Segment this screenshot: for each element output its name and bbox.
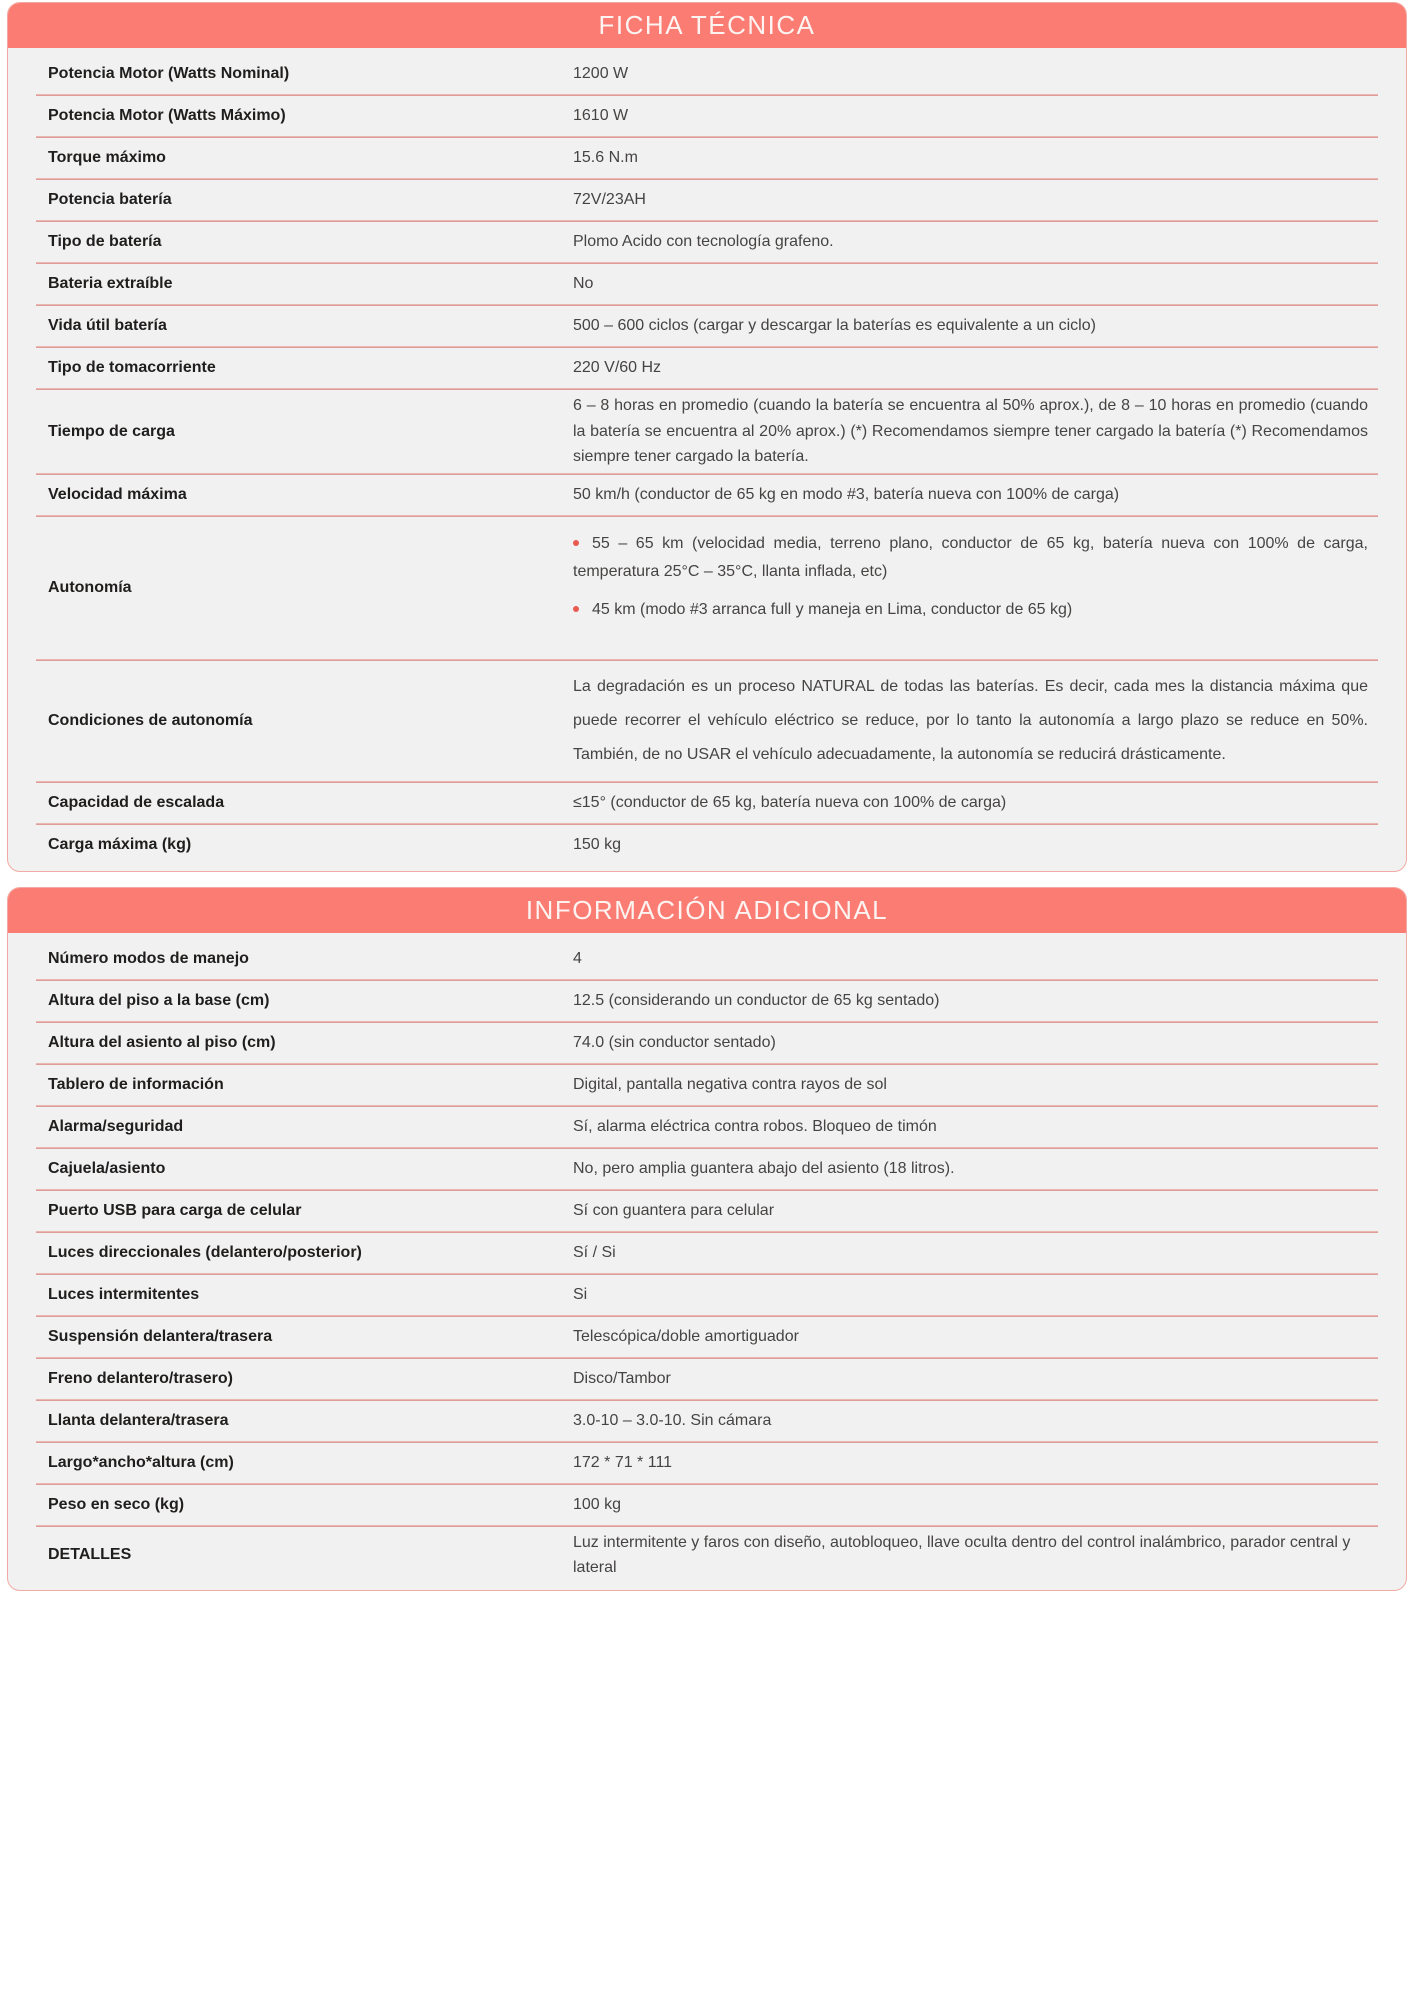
spec-value: 4 xyxy=(573,949,582,967)
spec-row xyxy=(8,1316,1406,1358)
bullet-text: 45 km (modo #3 arranca full y maneja en Lima, conductor de 65 kg) xyxy=(592,600,1073,618)
spec-value: Plomo Acido con tecnología grafeno. xyxy=(573,233,834,251)
spec-card xyxy=(7,2,1407,872)
spec-value: 220 V/60 Hz xyxy=(573,359,662,377)
spec-label: Tablero de información xyxy=(48,1075,224,1093)
spec-row xyxy=(8,1022,1406,1064)
spec-value: Sí / Si xyxy=(573,1243,616,1261)
spec-row xyxy=(8,53,1406,95)
spec-label: Largo*ancho*altura (cm) xyxy=(48,1453,234,1471)
spec-label: Suspensión delantera/trasera xyxy=(48,1327,273,1345)
spec-label: Condiciones de autonomía xyxy=(48,711,253,729)
spec-label: Llanta delantera/trasera xyxy=(48,1411,229,1429)
spec-row xyxy=(8,824,1406,866)
spec-value: Sí con guantera para celular xyxy=(573,1201,775,1219)
spec-value: 74.0 (sin conductor sentado) xyxy=(573,1033,776,1051)
spec-value: 15.6 N.m xyxy=(573,149,638,167)
spec-value: Luz intermitente y faros con diseño, autobloqueo, llave oculta dentro del control inalámbrico, parador central y lateral xyxy=(573,1533,1351,1577)
spec-value: Si xyxy=(573,1285,588,1303)
spec-label: Alarma/seguridad xyxy=(48,1117,184,1135)
spec-label: Potencia Motor (Watts Máximo) xyxy=(48,107,286,125)
spec-row xyxy=(8,1106,1406,1148)
spec-row xyxy=(8,516,1406,660)
spec-value: No xyxy=(573,275,594,293)
spec-label: Torque máximo xyxy=(48,149,166,167)
section-title: INFORMACIÓN ADICIONAL xyxy=(525,894,889,925)
spec-value: 1200 W xyxy=(573,65,629,83)
section-header xyxy=(8,3,1406,48)
spec-row xyxy=(8,474,1406,516)
spec-value: No, pero amplia guantera abajo del asiento (18 litros). xyxy=(573,1159,955,1177)
spec-value: 3.0-10 – 3.0-10. Sin cámara xyxy=(573,1411,772,1429)
spec-row xyxy=(8,389,1406,474)
spec-label: DETALLES xyxy=(48,1546,132,1564)
spec-value: La degradación es un proceso NATURAL de todas las baterías. Es decir, cada mes la distancia máxima que puede recorrer el vehículo eléctrico se reduce, por lo tanto la autonomía a largo plazo se reduce en 50%. También, de no USAR el vehículo adecuadamente, la autonomía se reducirá drásticamente. xyxy=(573,677,1368,763)
spec-value: ≤15° (conductor de 65 kg, batería nueva con 100% de carga) xyxy=(573,793,1007,811)
spec-label: Tiempo de carga xyxy=(48,422,175,440)
spec-label: Bateria extraíble xyxy=(48,275,173,293)
spec-label: Vida útil batería xyxy=(48,317,167,335)
spec-label: Capacidad de escalada xyxy=(48,793,225,811)
spec-row xyxy=(8,1232,1406,1274)
spec-value: 500 – 600 ciclos (cargar y descargar la baterías es equivalente a un ciclo) xyxy=(573,317,1096,335)
section-rows xyxy=(8,933,1406,1590)
spec-label: Luces intermitentes xyxy=(48,1285,200,1303)
spec-row xyxy=(8,137,1406,179)
spec-row xyxy=(8,1274,1406,1316)
bullet-dot-icon xyxy=(573,606,579,612)
spec-row xyxy=(8,938,1406,980)
spec-label: Tipo de batería xyxy=(48,233,162,251)
spec-row xyxy=(8,263,1406,305)
bullet-item xyxy=(573,596,1368,624)
spec-label: Puerto USB para carga de celular xyxy=(48,1201,302,1219)
spec-row xyxy=(8,1442,1406,1484)
spec-value: Sí, alarma eléctrica contra robos. Bloqueo de timón xyxy=(573,1117,937,1135)
spec-value: Digital, pantalla negativa contra rayos de sol xyxy=(573,1075,887,1093)
spec-row xyxy=(8,1400,1406,1442)
spec-row xyxy=(8,660,1406,782)
spec-card xyxy=(7,887,1407,1591)
spec-label: Potencia Motor (Watts Nominal) xyxy=(48,65,290,83)
spec-row xyxy=(8,347,1406,389)
bullet-dot-icon xyxy=(573,540,579,546)
spec-row xyxy=(8,980,1406,1022)
bullet-item xyxy=(573,530,1368,586)
spec-value: 150 kg xyxy=(573,835,622,853)
section-rows xyxy=(8,48,1406,871)
section-title: FICHA TÉCNICA xyxy=(598,10,816,40)
spec-label: Altura del asiento al piso (cm) xyxy=(48,1033,276,1051)
spec-row xyxy=(8,221,1406,263)
spec-value: 172 * 71 * 111 xyxy=(573,1453,673,1471)
spec-value: 6 – 8 horas en promedio (cuando la batería se encuentra al 50% aprox.), de 8 – 10 horas en promedio (cuando la batería se encuentra al 20% aprox.) (*) Recomendamos siempre tener cargado la batería (*) Recomendamos siempre tener cargado la batería. xyxy=(573,397,1368,466)
spec-label: Potencia batería xyxy=(48,191,172,209)
spec-value: 72V/23AH xyxy=(573,191,646,209)
spec-value: 1610 W xyxy=(573,107,629,125)
spec-label: Peso en seco (kg) xyxy=(48,1495,185,1513)
spec-label: Freno delantero/trasero) xyxy=(48,1369,233,1387)
spec-row xyxy=(8,1148,1406,1190)
spec-label: Cajuela/asiento xyxy=(48,1159,166,1177)
spec-value: 100 kg xyxy=(573,1495,622,1513)
spec-row xyxy=(8,1358,1406,1400)
spec-row xyxy=(8,305,1406,347)
spec-label: Autonomía xyxy=(48,578,132,596)
spec-value: 12.5 (considerando un conductor de 65 kg sentado) xyxy=(573,991,940,1009)
bullet-text: 55 – 65 km (velocidad media, terreno plano, conductor de 65 kg, batería nueva con 100% de carga, temperatura 25°C – 35°C, llanta inflada, etc) xyxy=(573,534,1368,580)
spec-label: Número modos de manejo xyxy=(48,949,249,967)
spec-row xyxy=(8,1526,1406,1585)
spec-row xyxy=(8,1484,1406,1526)
spec-value: Disco/Tambor xyxy=(573,1369,671,1387)
spec-row xyxy=(8,95,1406,137)
spec-label: Altura del piso a la base (cm) xyxy=(48,991,270,1009)
spec-value: Telescópica/doble amortiguador xyxy=(573,1327,799,1345)
spec-value xyxy=(573,520,1368,656)
spec-row xyxy=(8,1064,1406,1106)
spec-label: Tipo de tomacorriente xyxy=(48,359,216,377)
spec-row xyxy=(8,179,1406,221)
spec-label: Velocidad máxima xyxy=(48,485,187,503)
spec-row xyxy=(8,782,1406,824)
section-header xyxy=(8,888,1406,933)
spec-label: Carga máxima (kg) xyxy=(48,835,192,853)
spec-label: Luces direccionales (delantero/posterior) xyxy=(48,1243,362,1261)
spec-value: 50 km/h (conductor de 65 kg en modo #3, batería nueva con 100% de carga) xyxy=(573,485,1120,503)
spec-row xyxy=(8,1190,1406,1232)
